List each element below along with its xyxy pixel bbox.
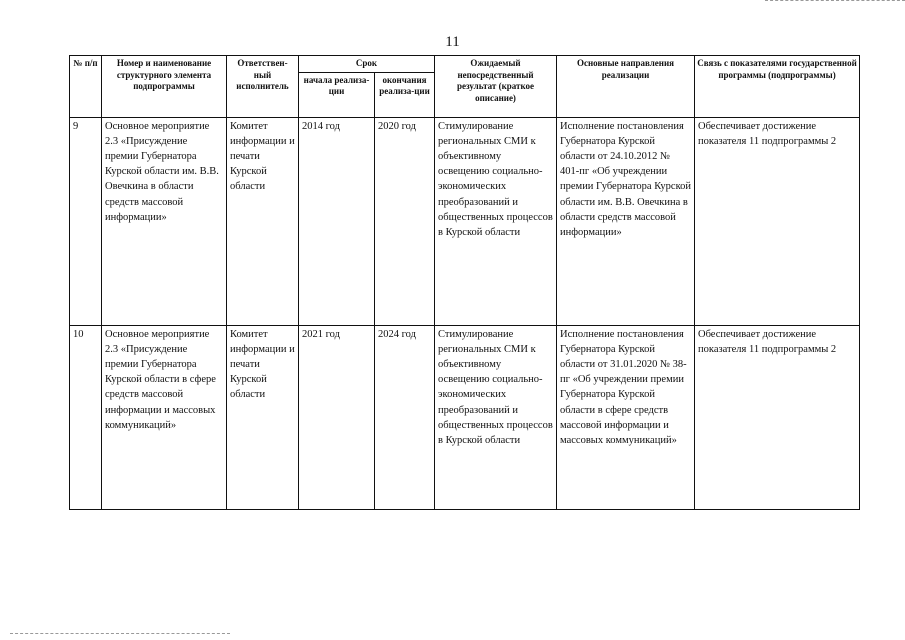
row-link: Обеспечивает достижение показателя 11 подпрограммы 2 <box>695 325 860 509</box>
row-start: 2021 год <box>299 325 375 509</box>
activities-table <box>69 55 860 510</box>
header-start: начала реализа-ции <box>299 72 375 117</box>
header-result: Ожидаемый непосредственный результат (краткое описание) <box>435 56 557 118</box>
row-name: Основное мероприятие 2.3 «Присуждение премии Губернатора Курской области в сфере средств массовой информации и массовых коммуникаций» <box>102 325 227 509</box>
row-num: 9 <box>70 117 102 325</box>
row-directions: Исполнение постановления Губернатора Курской области от 24.10.2012 № 401-пг «Об учреждении премии Губернатора Курской области им. В.В. Овечкина в области средств массовой информации» <box>557 117 695 325</box>
row-start: 2014 год <box>299 117 375 325</box>
scan-edge-line-top <box>765 0 905 1</box>
table-header-row <box>70 56 860 73</box>
header-name: Номер и наименование структурного элемента подпрограммы <box>102 56 227 118</box>
scan-edge-line-bottom <box>10 633 230 634</box>
header-executor: Ответствен-ный исполнитель <box>227 56 299 118</box>
row-name: Основное мероприятие 2.3 «Присуждение премии Губернатора Курской области им. В.В. Овечкина в области средств массовой информации» <box>102 117 227 325</box>
header-num: № п/п <box>70 56 102 118</box>
row-result: Стимулирование региональных СМИ к объективному освещению социально-экономических преобразований и общественных процессов в Курской области <box>435 325 557 509</box>
page-number: 11 <box>445 34 460 50</box>
header-directions: Основные направления реализации <box>557 56 695 118</box>
header-term: Срок <box>299 56 435 73</box>
row-result: Стимулирование региональных СМИ к объективному освещению социально-экономических преобразований и общественных процессов в Курской области <box>435 117 557 325</box>
row-end: 2020 год <box>375 117 435 325</box>
row-executor: Комитет информации и печати Курской области <box>227 117 299 325</box>
row-link: Обеспечивает достижение показателя 11 подпрограммы 2 <box>695 117 860 325</box>
row-executor: Комитет информации и печати Курской области <box>227 325 299 509</box>
header-end: окончания реализа-ции <box>375 72 435 117</box>
row-end: 2024 год <box>375 325 435 509</box>
table-row <box>70 325 860 509</box>
table-row <box>70 117 860 325</box>
row-num: 10 <box>70 325 102 509</box>
header-link: Связь с показателями государственной программы (подпрограммы) <box>695 56 860 118</box>
row-directions: Исполнение постановления Губернатора Курской области от 31.01.2020 № 38-пг «Об учреждении премии Губернатора Курской области в сфере средств массовой информации и массовых коммуникаций» <box>557 325 695 509</box>
